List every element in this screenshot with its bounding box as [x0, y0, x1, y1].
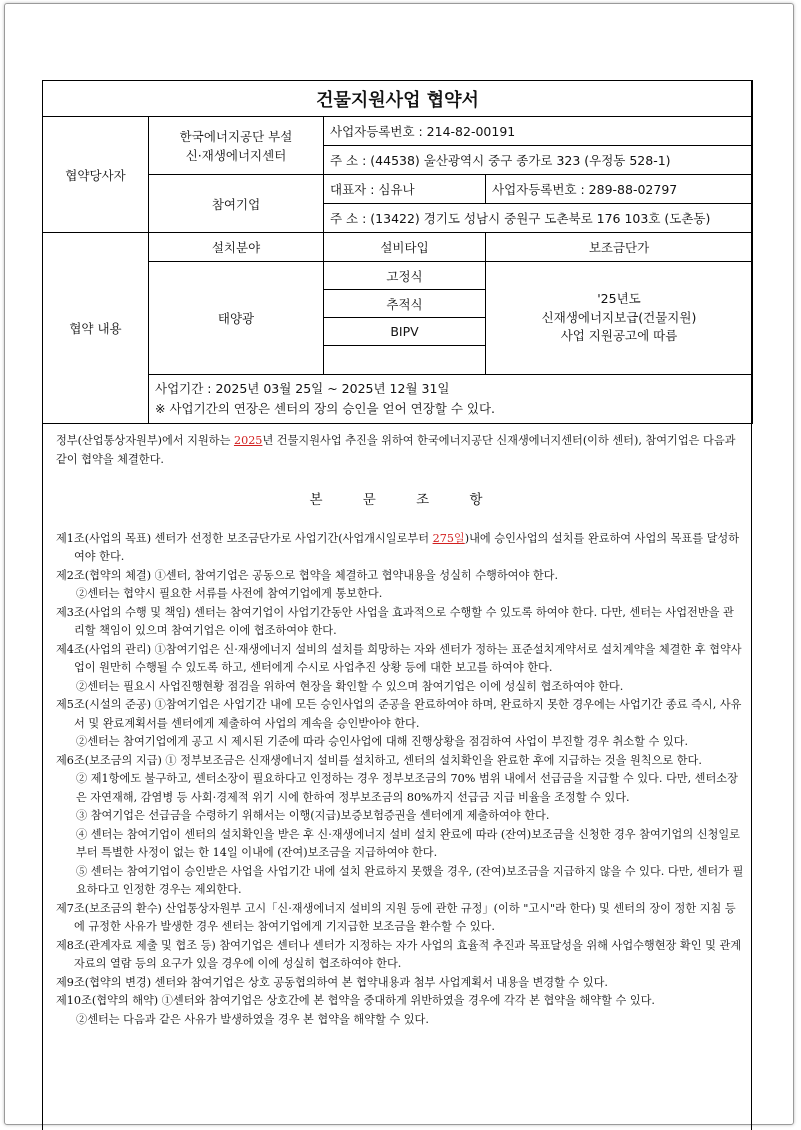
article-10: 제10조(협약의 해약) ①센터와 참여기업은 상호간에 본 협약을 중대하게 위반하였을 경우에 각각 본 협약을 해약할 수 있다. — [56, 994, 655, 1007]
section-heading: 본 문 조 항 — [309, 492, 501, 508]
col-subsidy-price: 보조금단가 — [486, 233, 753, 262]
center-registration: 사업자등록번호 : 214-82-00191 — [324, 117, 753, 146]
article-9: 제9조(협약의 변경) 센터와 참여기업은 상호 공동협의하여 본 협약내용과 첨부 사업계획서 내용을 변경할 수 있다. — [56, 975, 608, 989]
col-equipment-type: 설비타입 — [324, 233, 486, 262]
document-title: 건물지원사업 협약서 — [43, 81, 753, 117]
article-1-days: 275일 — [432, 531, 465, 545]
center-name-line2: 신·재생에너지센터 — [185, 147, 287, 163]
article-6: 제6조(보조금의 지급) ① 정부보조금은 신재생에너지 설비를 설치하고, 센터의 설치확인을 완료한 후에 지급하는 것을 원칙으로 한다. — [56, 753, 702, 767]
participant-registration: 사업자등록번호 : 289-88-02797 — [486, 175, 753, 204]
intro-year: 2025 — [233, 434, 263, 447]
business-period-note: ※ 사업기간의 연장은 센터의 장의 승인을 얻어 연장할 수 있다. — [155, 401, 496, 416]
intro-text-cont: 년 건물지원사업 추진을 위하여 한국에너지공단 신재생에너지센터(이하 센터), 참여기업은 다음과 같이 협약을 체결한다. — [56, 434, 736, 466]
article-10-clause-2: ②센터는 다음과 같은 사유가 발생하였을 경우 본 협약을 해약할 수 있다. — [76, 1012, 429, 1026]
article-7: 제7조(보조금의 환수) 산업통상자원부 고시「신·재생에너지 설비의 지원 등에 관한 규정」(이하 "고시"라 한다) 및 센터의 장이 정한 지침 등에 규정한 사유가 발생한 경우 센터는 참여기업에게 기지급한 보조금을 환수할 수 있다. — [56, 901, 736, 933]
article-5: 제5조(시설의 준공) ①참여기업은 사업기간 내에 모든 승인사업의 준공을 완료하여야 하며, 완료하지 못한 경우에는 사업기간 종료 즉시, 사유서 및 완료계획서를 센터에게 제출하여 사업의 계속을 승인받아야 한다. — [56, 698, 742, 730]
col-install-field: 설치분야 — [149, 233, 324, 262]
article-2: 제2조(협약의 체결) ①센터, 참여기업은 공동으로 협약을 체결하고 협약내용을 성실히 수행하여야 한다. — [56, 568, 558, 582]
install-field-value: 태양광 — [149, 262, 324, 375]
agreement-info-table — [42, 80, 753, 424]
participant-label: 참여기업 — [149, 175, 324, 233]
contract-label: 협약 내용 — [43, 233, 149, 424]
center-name-line1: 한국에너지공단 부설 — [179, 128, 293, 144]
article-6-clause-4: ④ 센터는 참여기업이 센터의 설치확인을 받은 후 신·재생에너지 설비 설치 완료에 따라 (잔여)보조금을 신청한 경우 참여기업의 신청일로부터 특별한 사정이 없는 한 14일 이내에 (잔여)보조금을 지급하여야 한다. — [76, 827, 740, 859]
center-address: 주 소 : (44538) 울산광역시 중구 종가로 323 (우정동 528-1) — [324, 146, 753, 175]
equipment-type-item: BIPV — [324, 318, 486, 346]
subsidy-price-line2: 신재생에너지보급(건물지원) — [541, 309, 697, 325]
intro-text: 정부(산업통상자원부)에서 지원하는 — [56, 434, 234, 447]
article-5-clause-2: ②센터는 참여기업에게 공고 시 제시된 기준에 따라 승인사업에 대해 진행상황을 점검하여 사업이 부진할 경우 취소할 수 있다. — [76, 735, 689, 748]
article-1-text: 제1조(사업의 목표) 센터가 선정한 보조금단가로 사업기간(사업개시일로부터 — [56, 531, 433, 545]
subsidy-price-value — [486, 262, 753, 375]
article-3: 제3조(사업의 수행 및 책임) 센터는 참여기업이 사업기간동안 사업을 효과적으로 수행할 수 있도록 하여야 한다. 다만, 센터는 사업전반을 관리할 책임이 있으며 참여기업은 이에 협조하여야 한다. — [56, 605, 734, 637]
article-8: 제8조(관계자료 제출 및 협조 등) 참여기업은 센터나 센터가 지정하는 자가 사업의 효율적 추진과 목표달성을 위해 사업수행현장 확인 및 관계 자료의 열람 등의 요구가 있을 경우에 이에 성실히 협조하여야 한다. — [56, 938, 742, 970]
article-6-clause-5: ⑤ 센터는 참여기업이 승인받은 사업을 사업기간 내에 설치 완료하지 못했을 경우, (잔여)보조금을 지급하지 않을 수 있다. 다만, 센터가 필요하다고 인정한 경우는 제외한다. — [76, 864, 744, 896]
equipment-type-item: 추적식 — [324, 290, 486, 318]
parties-label: 협약당사자 — [43, 117, 149, 233]
center-name — [149, 117, 324, 175]
equipment-type-item — [324, 346, 486, 375]
article-6-clause-2: ② 제1항에도 불구하고, 센터소장이 필요하다고 인정하는 경우 정부보조금의 70% 범위 내에서 선급금을 지급할 수 있다. 다만, 센터소장은 자연재해, 감염병 등 사회·경제적 위기 시에 한하여 정부보조금의 80%까지 선급금 지급 비율을 조정할 수 있다. — [76, 772, 738, 804]
agreement-body — [56, 432, 744, 1029]
participant-address: 주 소 : (13422) 경기도 성남시 중원구 도촌북로 176 103호 (도촌동) — [324, 204, 753, 233]
article-2-clause-2: ②센터는 협약시 필요한 서류를 사전에 참여기업에게 통보한다. — [76, 587, 383, 600]
article-4-clause-2: ②센터는 필요시 사업진행현황 점검을 위하여 현장을 확인할 수 있으며 참여기업은 이에 성실히 협조하여야 한다. — [76, 679, 624, 693]
equipment-type-item: 고정식 — [324, 262, 486, 290]
article-4: 제4조(사업의 관리) ①참여기업은 신·재생에너지 설비의 설치를 희망하는 자와 센터가 정하는 표준설치계약서로 설치계약을 체결한 후 협약사업이 원만히 수행될 수 있도록 하고, 센터에게 수시로 사업추진 상황 등에 대한 보고를 하여야 한다. — [56, 642, 742, 674]
intro-paragraph — [56, 432, 744, 469]
participant-representative: 대표자 : 심유나 — [324, 175, 486, 204]
business-period-text: 사업기간 : 2025년 03월 25일 ~ 2025년 12월 31일 — [155, 381, 450, 396]
business-period — [149, 375, 753, 424]
article-1 — [56, 530, 744, 567]
subsidy-price-line1: '25년도 — [597, 291, 641, 307]
subsidy-price-line3: 사업 지원공고에 따름 — [560, 328, 678, 344]
article-1-text-cont: )내에 승인사업의 설치를 완료하여 사업의 목표를 달성하여야 한다. — [74, 531, 740, 563]
article-6-clause-3: ③ 참여기업은 선급금을 수령하기 위해서는 이행(지급)보증보험증권을 센터에게 제출하여야 한다. — [76, 809, 550, 822]
